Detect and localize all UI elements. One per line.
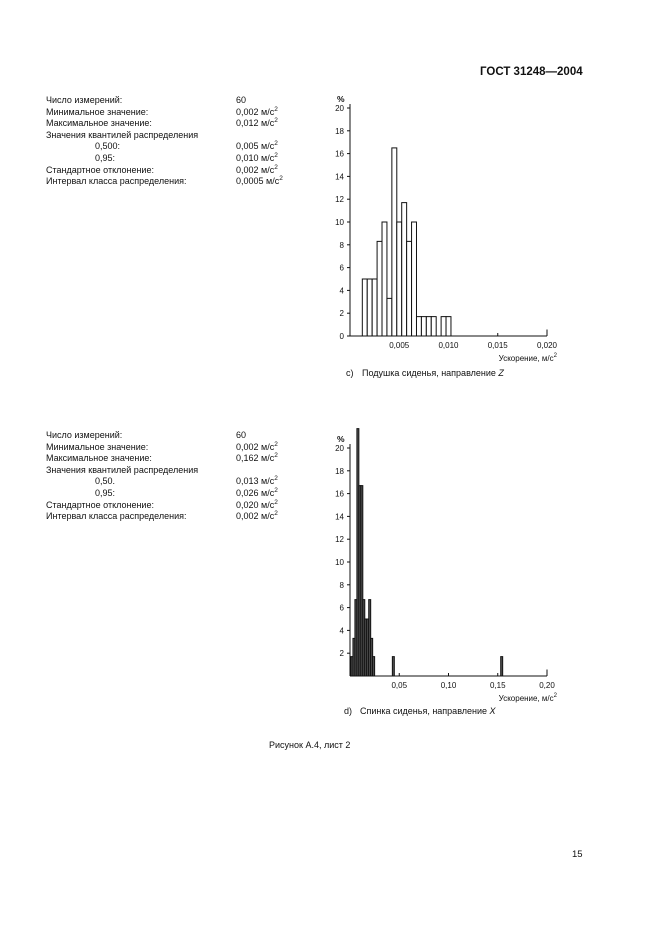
y-tick-label: 8 [339, 240, 344, 250]
stat-label: Максимальное значение: [46, 453, 152, 464]
x-tick-label: 0,005 [389, 341, 410, 350]
histogram-bar [416, 317, 421, 336]
stat-unit-exponent: 2 [274, 163, 278, 171]
y-tick-label: 16 [335, 489, 344, 499]
histogram-bar [501, 657, 503, 676]
stat-unit-exponent: 2 [274, 105, 278, 113]
stat-label: Минимальное значение: [46, 441, 149, 452]
y-tick-label: 8 [339, 580, 344, 590]
stat-value [236, 107, 278, 119]
y-axis-label: % [337, 94, 345, 104]
stat-unit-exponent: 2 [274, 486, 278, 494]
histogram-bar [377, 241, 382, 336]
x-axis-label [499, 353, 558, 363]
stat-value-text: 0,002 м/с [236, 164, 275, 175]
x-tick-label: 0,015 [487, 341, 508, 350]
stat-value-text: 0,005 м/с [236, 141, 275, 152]
y-tick-label: 10 [335, 218, 344, 227]
stat-value [236, 153, 278, 165]
y-tick-label: 10 [335, 558, 344, 567]
histogram-bar [397, 222, 402, 336]
stat-value-text: 0,002 м/с [236, 511, 275, 522]
y-tick-label: 20 [335, 444, 344, 453]
stat-value [236, 442, 278, 454]
x-tick-label: 0,010 [438, 341, 459, 350]
stat-value [236, 453, 278, 465]
histogram-bar [421, 317, 426, 336]
stat-label: 0,95: [95, 487, 116, 498]
stat-label: Минимальное значение: [46, 106, 149, 117]
histogram-bar [412, 222, 417, 336]
caption-d-axis: X [489, 706, 496, 716]
stat-value-text: 60 [236, 95, 247, 105]
y-tick-label: 12 [335, 535, 344, 545]
caption-d-letter: d) [344, 706, 353, 716]
y-tick-label: 14 [335, 512, 344, 522]
y-tick-label: 0 [339, 332, 344, 341]
y-tick-label: 18 [335, 466, 344, 476]
y-tick-label: 6 [339, 603, 344, 613]
stat-unit-exponent: 2 [274, 151, 278, 159]
stat-value [236, 176, 283, 188]
stat-label: 0,50. [95, 476, 116, 487]
histogram-bar [407, 241, 412, 336]
caption-c [346, 368, 504, 378]
stat-unit-exponent: 2 [274, 498, 278, 506]
histogram-d [328, 418, 588, 703]
document-code: ГОСТ 31248—2004 [480, 66, 583, 78]
histogram-bar [402, 203, 407, 336]
histogram-bar [441, 317, 446, 336]
histogram-bar [372, 279, 377, 336]
stat-value-text: 0,010 м/с [236, 152, 275, 163]
stat-label: Число измерений: [46, 95, 123, 105]
x-axis-label-exponent: 2 [553, 693, 557, 699]
histogram-bar [431, 317, 436, 336]
stat-value [236, 500, 278, 512]
stat-value [236, 165, 278, 177]
caption-c-letter: c) [346, 368, 354, 378]
y-tick-label: 4 [339, 626, 344, 636]
stat-value-text: 0,162 м/с [236, 453, 275, 464]
stat-value [236, 476, 278, 488]
stat-value-text: 0,026 м/с [236, 487, 275, 498]
y-axis-label: % [337, 434, 345, 444]
histogram-c-svg [328, 94, 588, 364]
x-tick-label: 0,020 [536, 341, 558, 350]
histogram-bar [426, 317, 431, 336]
y-tick-label: 12 [335, 195, 344, 205]
histogram-bar [392, 148, 397, 336]
histogram-d-svg [328, 418, 588, 703]
histogram-bar [382, 222, 387, 336]
y-tick-label: 2 [339, 309, 344, 319]
stat-value [236, 141, 278, 153]
caption-d [344, 706, 496, 716]
caption-d-text: Спинка сиденья, направление [360, 706, 488, 716]
histogram-bar [367, 279, 372, 336]
x-axis-label-exponent: 2 [553, 353, 557, 359]
y-tick-label: 6 [339, 263, 344, 273]
stat-value-text: 0,002 м/с [236, 106, 275, 117]
stat-unit-exponent: 2 [274, 440, 278, 448]
stat-unit-exponent: 2 [274, 475, 278, 483]
stat-value-text: 0,012 м/с [236, 118, 275, 129]
stat-value-text: 0,0005 м/с [236, 176, 280, 187]
y-tick-label: 18 [335, 126, 344, 136]
page-number: 15 [572, 849, 583, 860]
y-tick-label: 20 [335, 104, 344, 113]
stat-value-text: 0,002 м/с [236, 441, 275, 452]
stat-unit-exponent: 2 [274, 510, 278, 518]
histogram-bar [446, 317, 451, 336]
x-axis-label-text: Ускорение, м/с [498, 694, 554, 703]
x-axis-label [499, 693, 558, 703]
stat-label: Стандартное отклонение: [46, 164, 154, 175]
stat-label: Интервал класса распределения: [46, 176, 187, 187]
histogram-bar [387, 298, 392, 336]
stat-value [236, 488, 278, 500]
stat-value-text: 0,013 м/с [236, 476, 275, 487]
stat-label: Интервал класса распределения: [46, 511, 187, 522]
histogram-bar [373, 657, 375, 676]
stat-value [236, 511, 278, 523]
stat-label: Стандартное отклонение: [46, 499, 154, 510]
stat-value [236, 95, 246, 107]
stat-unit-exponent: 2 [274, 452, 278, 460]
histogram-c [328, 94, 588, 364]
y-tick-label: 14 [335, 172, 344, 182]
histogram-bar [392, 657, 394, 676]
stat-label: Значения квантилей распределения [46, 129, 199, 140]
y-tick-label: 2 [339, 649, 344, 659]
x-tick-label: 0,20 [539, 681, 555, 690]
histogram-bar [362, 279, 367, 336]
figure-caption: Рисунок А.4, лист 2 [269, 740, 351, 750]
x-axis-label-text: Ускорение, м/с [498, 354, 554, 363]
stat-value [236, 118, 278, 130]
y-tick-label: 4 [339, 286, 344, 296]
stat-unit-exponent: 2 [274, 117, 278, 125]
x-tick-label: 0,10 [440, 681, 457, 690]
stat-unit-exponent: 2 [279, 175, 283, 183]
stat-label: 0,500: [95, 141, 121, 152]
stat-label: Значения квантилей распределения [46, 464, 199, 475]
x-tick-label: 0,15 [489, 681, 506, 690]
caption-c-axis: Z [498, 368, 504, 378]
stat-label: Максимальное значение: [46, 118, 152, 129]
stat-value-text: 60 [236, 430, 247, 440]
stat-value-text: 0,020 м/с [236, 499, 275, 510]
caption-c-text: Подушка сиденья, направление [362, 368, 496, 378]
x-tick-label: 0,05 [391, 681, 408, 690]
stat-label: 0,95: [95, 152, 116, 163]
stat-value [236, 430, 246, 442]
stat-label: Число измерений: [46, 430, 123, 440]
stat-unit-exponent: 2 [274, 140, 278, 148]
y-tick-label: 16 [335, 149, 344, 159]
